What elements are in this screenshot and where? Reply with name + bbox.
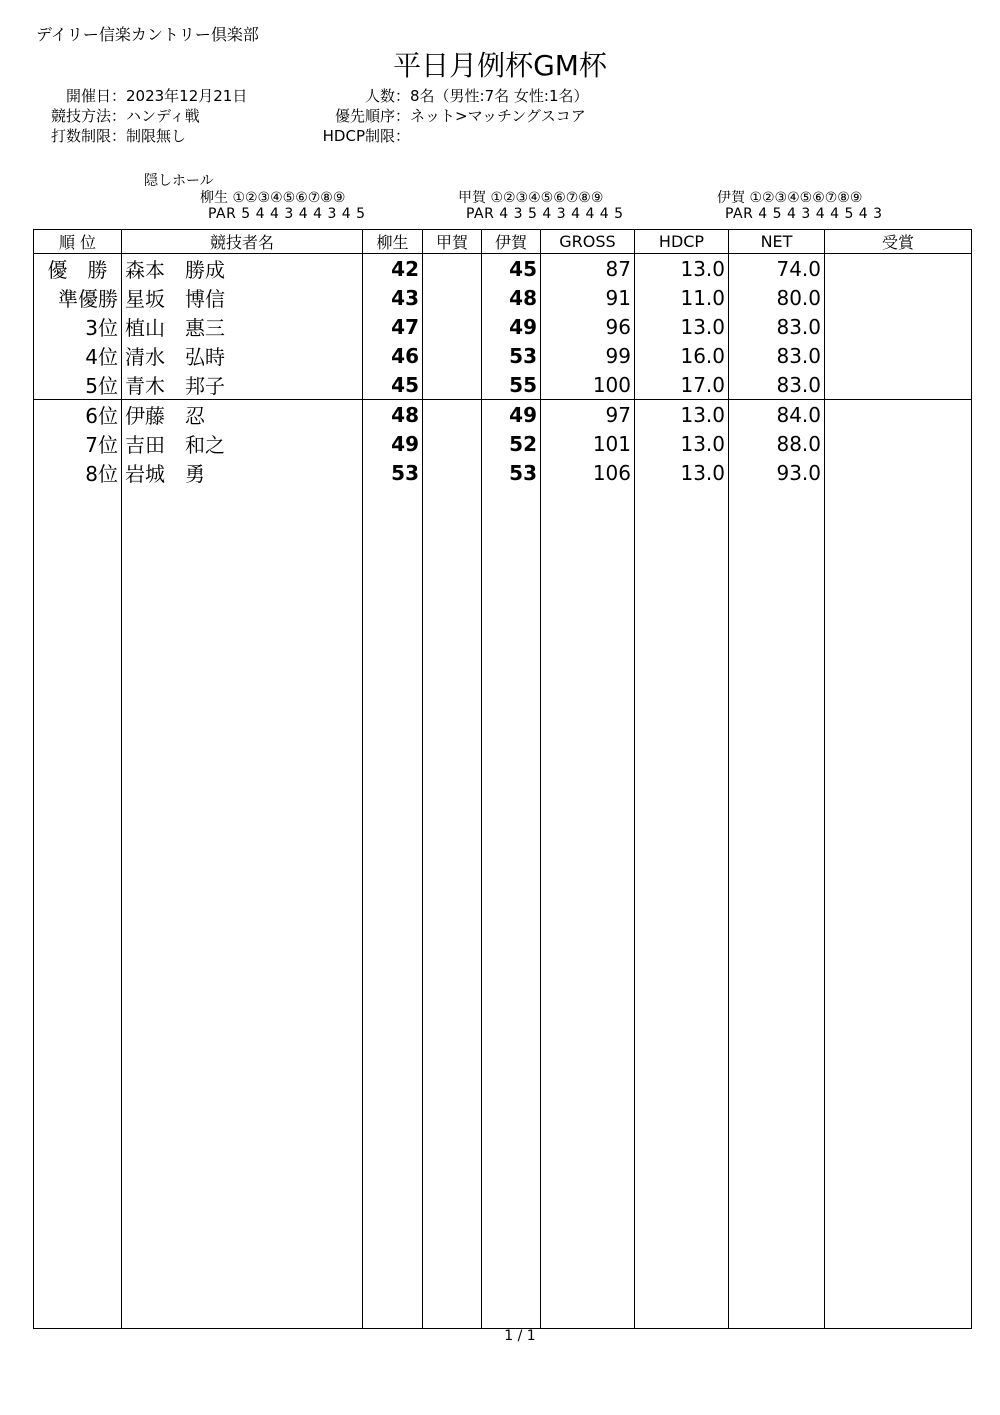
cell-iga: 55 — [482, 370, 541, 400]
method-value: ハンディ戦 — [126, 107, 200, 125]
players-label: 人数： — [364, 87, 410, 105]
cell-net: 83.0 — [729, 370, 825, 400]
cell-name: 青木 邦子 — [122, 370, 363, 400]
cell-net: 80.0 — [729, 283, 825, 312]
players-value: 8名（男性:7名 女性:1名） — [410, 87, 589, 105]
table-row — [34, 458, 972, 487]
hole-numbers: ①②③④⑤⑥⑦⑧⑨ — [490, 190, 604, 206]
cell-gross: 97 — [541, 400, 635, 430]
cell-award — [825, 429, 972, 458]
table-row — [34, 400, 972, 430]
cell-iga: 53 — [482, 458, 541, 487]
course-name: 伊賀 — [717, 190, 745, 206]
cell-yagyu: 45 — [363, 370, 423, 400]
col-koka: 甲賀 — [423, 230, 482, 254]
table-row — [34, 429, 972, 458]
cell-rank: 8位 — [34, 458, 122, 487]
page-title: 平日月例杯GM杯 — [393, 49, 607, 82]
results-table — [33, 229, 972, 1329]
cell-koka — [423, 312, 482, 341]
course-name: 柳生 — [200, 190, 228, 206]
cell-name: 清水 弘時 — [122, 341, 363, 370]
stroke-limit-label: 打数制限： — [50, 127, 126, 145]
info-block-left — [44, 86, 247, 146]
cell-net: 83.0 — [729, 312, 825, 341]
cell-yagyu: 43 — [363, 283, 423, 312]
cell-gross: 87 — [541, 254, 635, 284]
hidden-holes-label: 隠しホール — [144, 173, 214, 189]
cell-koka — [423, 400, 482, 430]
course-iga-holes — [717, 187, 862, 207]
cell-name: 伊藤 忍 — [122, 400, 363, 430]
cell-award — [825, 400, 972, 430]
info-block-right — [300, 86, 589, 146]
cell-hdcp: 13.0 — [635, 312, 729, 341]
col-award: 受賞 — [825, 230, 972, 254]
cell-net: 93.0 — [729, 458, 825, 487]
cell-net: 74.0 — [729, 254, 825, 284]
cell-rank: 7位 — [34, 429, 122, 458]
cell-iga: 49 — [482, 400, 541, 430]
cell-yagyu: 48 — [363, 400, 423, 430]
cell-gross: 91 — [541, 283, 635, 312]
cell-iga: 48 — [482, 283, 541, 312]
course-iga-par: PAR 4 5 4 3 4 4 5 4 3 — [725, 206, 883, 222]
cell-hdcp: 13.0 — [635, 400, 729, 430]
cell-iga: 49 — [482, 312, 541, 341]
cell-gross: 106 — [541, 458, 635, 487]
course-yagyu-holes — [200, 187, 345, 207]
cell-name: 森本 勝成 — [122, 254, 363, 284]
cell-yagyu: 53 — [363, 458, 423, 487]
cell-koka — [423, 370, 482, 400]
table-row — [34, 312, 972, 341]
cell-rank: 優 勝 — [34, 254, 122, 284]
cell-hdcp: 13.0 — [635, 254, 729, 284]
method-label: 競技方法： — [50, 107, 126, 125]
stroke-limit-value: 制限無し — [126, 127, 187, 145]
cell-gross: 99 — [541, 341, 635, 370]
course-name: 甲賀 — [458, 190, 486, 206]
cell-rank: 3位 — [34, 312, 122, 341]
cell-yagyu: 49 — [363, 429, 423, 458]
cell-net: 83.0 — [729, 341, 825, 370]
course-yagyu-par: PAR 5 4 4 3 4 4 3 4 5 — [208, 206, 366, 222]
cell-award — [825, 312, 972, 341]
cell-hdcp: 13.0 — [635, 429, 729, 458]
cell-koka — [423, 254, 482, 284]
cell-gross: 100 — [541, 370, 635, 400]
table-empty-space — [34, 487, 972, 1329]
cell-gross: 96 — [541, 312, 635, 341]
col-iga: 伊賀 — [482, 230, 541, 254]
cell-award — [825, 254, 972, 284]
cell-award — [825, 458, 972, 487]
cell-name: 星坂 博信 — [122, 283, 363, 312]
club-name: デイリー信楽カントリー倶楽部 — [36, 25, 259, 44]
cell-hdcp: 11.0 — [635, 283, 729, 312]
col-hdcp: HDCP — [635, 230, 729, 254]
cell-koka — [423, 429, 482, 458]
cell-gross: 101 — [541, 429, 635, 458]
cell-koka — [423, 283, 482, 312]
cell-yagyu: 42 — [363, 254, 423, 284]
cell-yagyu: 47 — [363, 312, 423, 341]
col-rank: 順 位 — [34, 230, 122, 254]
cell-name: 吉田 和之 — [122, 429, 363, 458]
hole-numbers: ①②③④⑤⑥⑦⑧⑨ — [749, 190, 863, 206]
date-value: 2023年12月21日 — [126, 87, 248, 105]
cell-rank: 準優勝 — [34, 283, 122, 312]
table-row — [34, 254, 972, 284]
col-net: NET — [729, 230, 825, 254]
hole-numbers: ①②③④⑤⑥⑦⑧⑨ — [232, 190, 346, 206]
cell-rank: 4位 — [34, 341, 122, 370]
table-row — [34, 370, 972, 400]
cell-name: 植山 惠三 — [122, 312, 363, 341]
col-name: 競技者名 — [122, 230, 363, 254]
cell-award — [825, 341, 972, 370]
priority-label: 優先順序： — [334, 107, 410, 125]
cell-hdcp: 17.0 — [635, 370, 729, 400]
table-header-row — [34, 230, 972, 254]
table-row — [34, 341, 972, 370]
cell-yagyu: 46 — [363, 341, 423, 370]
cell-koka — [423, 341, 482, 370]
cell-hdcp: 13.0 — [635, 458, 729, 487]
course-koka-par: PAR 4 3 5 4 3 4 4 4 5 — [466, 206, 624, 222]
priority-value: ネット>マッチングスコア — [410, 107, 586, 125]
cell-net: 84.0 — [729, 400, 825, 430]
cell-hdcp: 16.0 — [635, 341, 729, 370]
table-row — [34, 283, 972, 312]
cell-iga: 52 — [482, 429, 541, 458]
hdcp-limit-label: HDCP制限： — [322, 127, 410, 145]
page-number: 1 / 1 — [504, 1328, 536, 1344]
cell-name: 岩城 勇 — [122, 458, 363, 487]
cell-iga: 45 — [482, 254, 541, 284]
course-koka-holes — [458, 187, 603, 207]
col-yagyu: 柳生 — [363, 230, 423, 254]
col-gross: GROSS — [541, 230, 635, 254]
cell-award — [825, 283, 972, 312]
cell-award — [825, 370, 972, 400]
cell-iga: 53 — [482, 341, 541, 370]
cell-net: 88.0 — [729, 429, 825, 458]
cell-rank: 6位 — [34, 400, 122, 430]
date-label: 開催日： — [65, 87, 126, 105]
cell-koka — [423, 458, 482, 487]
cell-rank: 5位 — [34, 370, 122, 400]
